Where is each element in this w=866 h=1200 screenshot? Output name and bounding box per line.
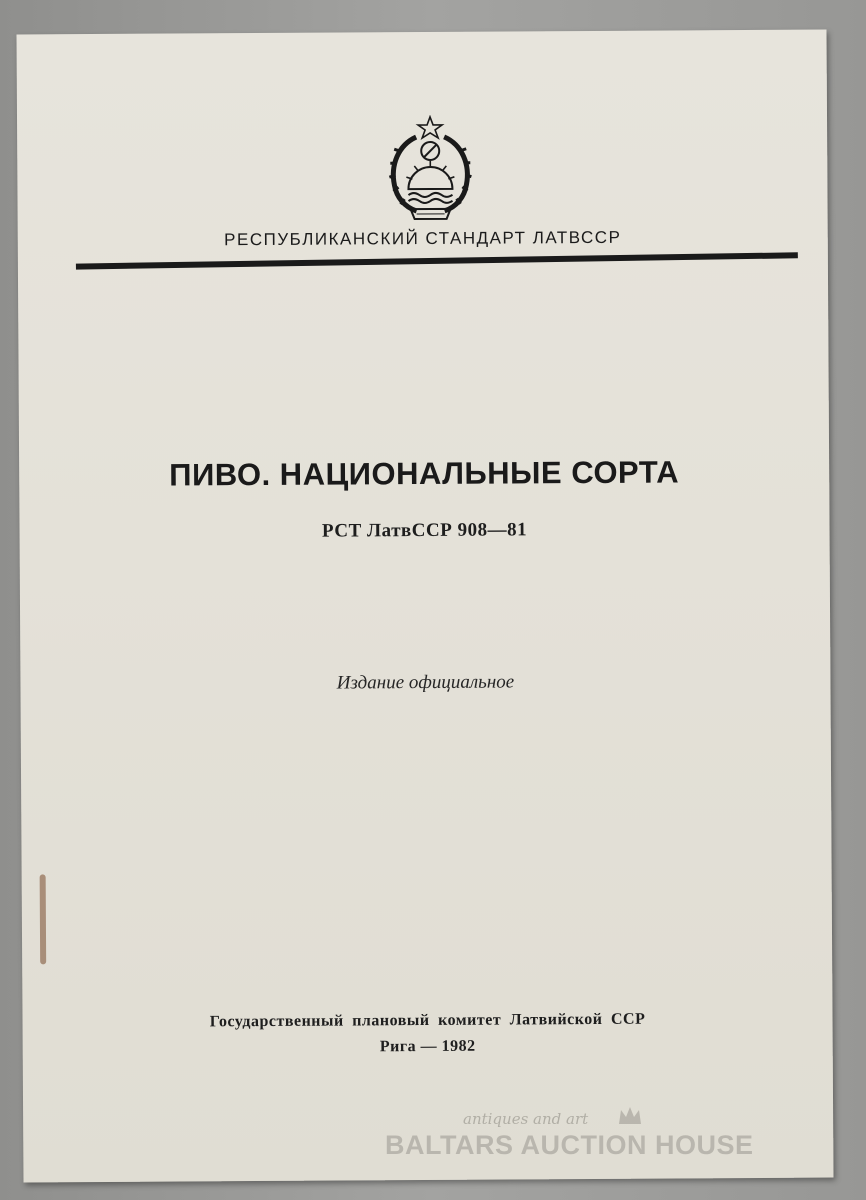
rust-stain [40, 874, 47, 964]
document-cover [17, 30, 834, 1183]
crown-icon [617, 1104, 643, 1128]
header-divider-rule [76, 252, 798, 269]
document-title: ПИВО. НАЦИОНАЛЬНЫЕ СОРТА [169, 454, 680, 493]
standard-code: РСТ ЛатвССР 908—81 [321, 519, 528, 542]
auction-watermark [385, 1104, 785, 1174]
latvian-ssr-coat-of-arms-icon [386, 115, 475, 224]
watermark-name: BALTARS AUCTION HOUSE [385, 1130, 754, 1160]
edition-note: Издание официальное [336, 671, 515, 694]
header-standard-label: РЕСПУБЛИКАНСКИЙ СТАНДАРТ ЛАТВССР [224, 227, 622, 250]
watermark-subtitle: antiques and art [463, 1110, 589, 1128]
city-and-year: Рига — 1982 [379, 1037, 476, 1056]
publisher-name: Государственный плановый комитет Латвийской ССР [209, 1010, 646, 1031]
